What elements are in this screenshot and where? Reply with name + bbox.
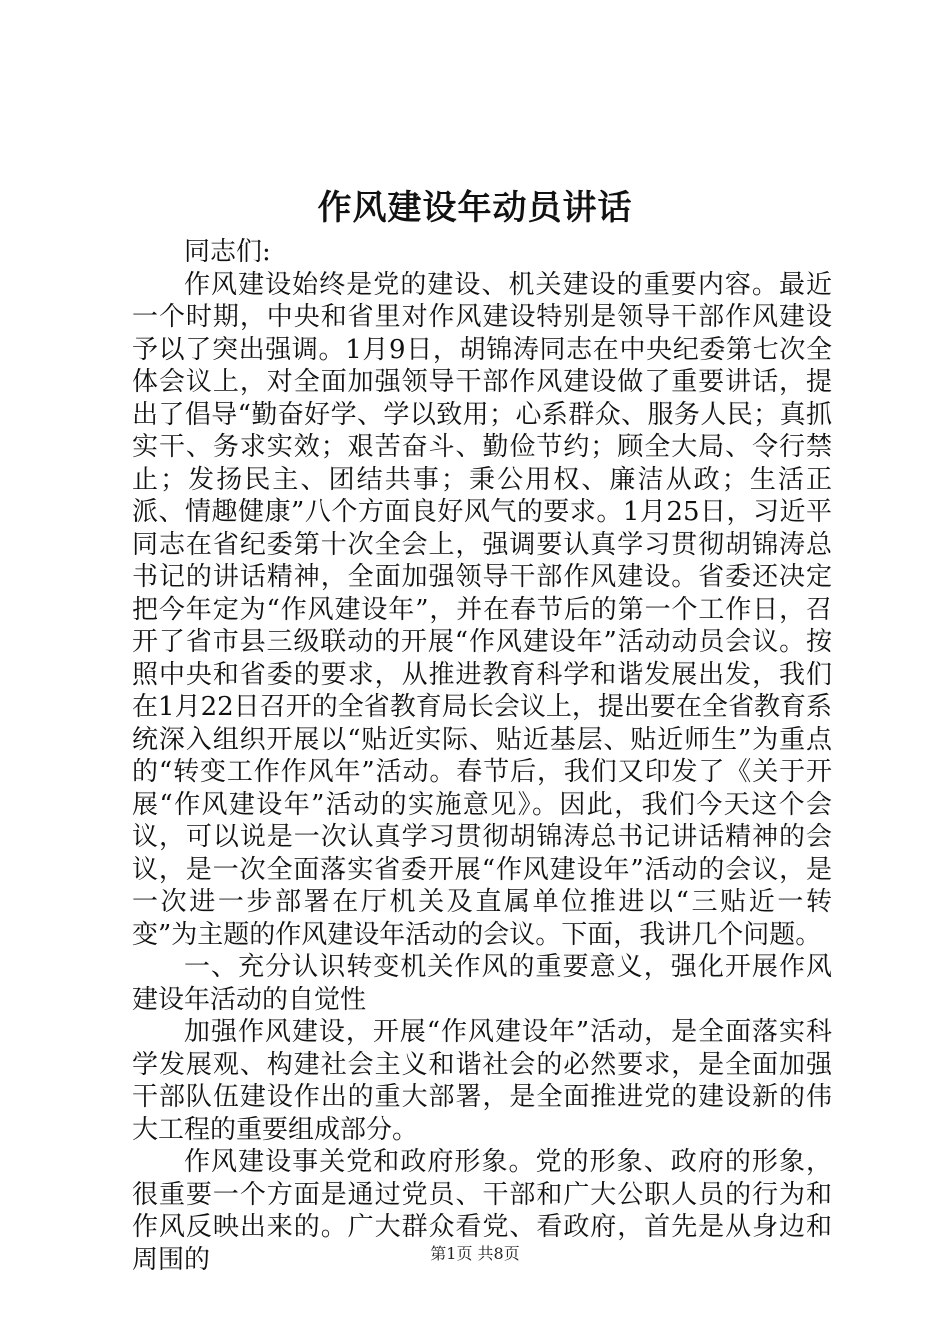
page-number-footer: 第1页 共8页 (430, 1244, 520, 1263)
body-paragraph: 作风建设始终是党的建设、机关建设的重要内容。最近一个时期，中央和省里对作风建设特别是领导干部作风建设予以了突出强调。1月9日，胡锦涛同志在中央纪委第七次全体会议上，对全面加强领导干部作风建设做了重要讲话，提出了倡导“勤奋好学、学以致用；心系群众、服务人民；真抓实干、务求实效；艰苦奋斗、勤俭节约；顾全大局、令行禁止；发扬民主、团结共事；秉公用权、廉洁从政；生活正派、情趣健康”八个方面良好风气的要求。1月25日，习近平同志在省纪委第十次全会上，强调要认真学习贯彻胡锦涛总书记的讲话精神，全面加强领导干部作风建设。省委还决定把今年定为“作风建设年”，并在春节后的第一个工作日，召开了省市县三级联动的开展“作风建设年”活动动员会议。按照中央和省委的要求，从推进教育科学和谐发展出发，我们在1月22日召开的全省教育局长会议上，提出要在全省教育系统深入组织开展以“贴近实际、贴近基层、贴近师生”为重点的“转变工作作风年”活动。春节后，我们又印发了《关于开展“作风建设年”活动的实施意见》。因此，我们今天这个会议，可以说是一次认真学习贯彻胡锦涛总书记讲话精神的会议，是一次全面落实省委开展“作风建设年”活动的会议，是一次进一步部署在厅机关及直属单位推进以“三贴近一转变”为主题的作风建设年活动的会议。下面，我讲几个问题。 (132, 269, 832, 950)
body-paragraph: 作风建设事关党和政府形象。党的形象、政府的形象，很重要一个方面是通过党员、干部和广大公职人员的行为和作风反映出来的。广大群众看党、看政府，首先是从身边和周围的 (132, 1147, 832, 1275)
salutation-paragraph: 同志们: (184, 237, 271, 267)
section-heading: 一、充分认识转变机关作风的重要意义，强化开展作风建设年活动的自觉性 (132, 952, 832, 1015)
document-title: 作风建设年动员讲话 (317, 188, 633, 228)
body-paragraph: 加强作风建设，开展“作风建设年”活动，是全面落实科学发展观、构建社会主义和谐社会的必然要求，是全面加强干部队伍建设作出的重大部署，是全面推进党的建设新的伟大工程的重要组成部分。 (132, 1017, 832, 1145)
document-body (132, 236, 832, 1276)
